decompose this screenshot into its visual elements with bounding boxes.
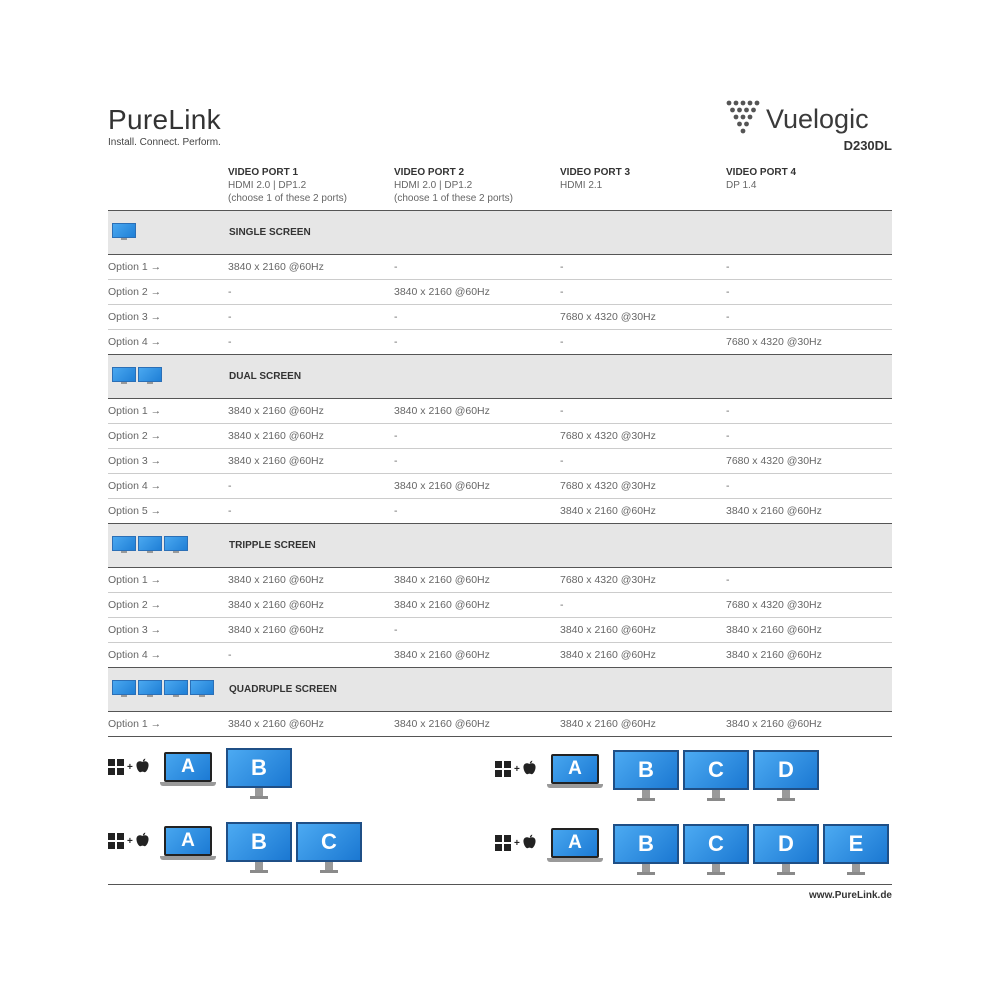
laptop-label: A [166, 828, 210, 854]
resolution-cell: - [394, 311, 398, 323]
resolution-cell: - [726, 311, 730, 323]
monitor-icon [112, 536, 136, 551]
os-icons [108, 832, 149, 850]
resolution-cell: - [394, 261, 398, 273]
table-row [108, 499, 892, 524]
option-label: Option 5 → [108, 505, 162, 517]
option-label: Option 4 → [108, 336, 162, 348]
monitor-icon [138, 367, 162, 382]
monitor-icon [190, 680, 214, 695]
resolution-cell: 3840 x 2160 @60Hz [560, 624, 656, 636]
monitor-display [823, 824, 889, 875]
monitor-icon [138, 680, 162, 695]
section-title: TRIPPLE SCREEN [229, 540, 316, 551]
column-header-port-1: VIDEO PORT 1 HDMI 2.0 | DP1.2 (choose 1 of these 2 ports) [228, 167, 347, 204]
column-header-port-2: VIDEO PORT 2 HDMI 2.0 | DP1.2 (choose 1 of these 2 ports) [394, 167, 513, 204]
laptop-label: A [553, 756, 597, 782]
os-icons [108, 758, 149, 776]
resolution-cell: - [560, 261, 564, 273]
plus-sign: + [127, 835, 133, 847]
tagline: Install. Connect. Perform. [108, 137, 221, 148]
option-label: Option 1 → [108, 261, 162, 273]
monitor-label: B [615, 752, 677, 788]
monitor-label: B [228, 824, 290, 860]
monitor-label: B [228, 750, 290, 786]
option-label: Option 2 → [108, 599, 162, 611]
resolution-cell: 7680 x 4320 @30Hz [560, 574, 656, 586]
table-row [108, 305, 892, 330]
plus-sign: + [127, 761, 133, 773]
resolution-cell: 3840 x 2160 @60Hz [394, 718, 490, 730]
resolution-cell: - [228, 311, 232, 323]
option-label: Option 4 → [108, 649, 162, 661]
resolution-cell: - [228, 336, 232, 348]
resolution-cell: 3840 x 2160 @60Hz [394, 599, 490, 611]
model-number: D230DL [843, 138, 892, 153]
resolution-cell: - [560, 455, 564, 467]
resolution-cell: - [394, 505, 398, 517]
resolution-cell: 3840 x 2160 @60Hz [228, 599, 324, 611]
laptop-label: A [166, 754, 210, 780]
monitor-label: D [755, 752, 817, 788]
resolution-cell: - [228, 505, 232, 517]
monitor-label: C [685, 826, 747, 862]
monitor-icon [112, 680, 136, 695]
apple-icon [136, 832, 149, 850]
vuelogic-logo-text: Vuelogic [766, 104, 869, 134]
resolution-cell: 7680 x 4320 @30Hz [726, 599, 822, 611]
resolution-cell: - [726, 574, 730, 586]
resolution-cell: - [726, 430, 730, 442]
resolution-cell: 3840 x 2160 @60Hz [726, 649, 822, 661]
resolution-cell: 3840 x 2160 @60Hz [228, 261, 324, 273]
resolution-cell: - [726, 261, 730, 273]
os-icons [495, 760, 536, 778]
resolution-cell: - [560, 336, 564, 348]
monitor-icon [112, 223, 136, 238]
resolution-cell: - [394, 430, 398, 442]
windows-icon [108, 833, 124, 849]
table-row [108, 424, 892, 449]
option-label: Option 1 → [108, 718, 162, 730]
monitor-display [226, 748, 292, 799]
option-label: Option 3 → [108, 624, 162, 636]
monitor-display [753, 824, 819, 875]
apple-icon [136, 758, 149, 776]
monitor-label: B [615, 826, 677, 862]
resolution-cell: 3840 x 2160 @60Hz [560, 718, 656, 730]
option-label: Option 3 → [108, 455, 162, 467]
resolution-cell: 3840 x 2160 @60Hz [394, 405, 490, 417]
option-label: Option 1 → [108, 405, 162, 417]
table-row [108, 618, 892, 643]
option-label: Option 4 → [108, 480, 162, 492]
option-label: Option 2 → [108, 430, 162, 442]
resolution-cell: 3840 x 2160 @60Hz [726, 624, 822, 636]
apple-icon [523, 760, 536, 778]
website-url: www.PureLink.de [809, 890, 892, 901]
resolution-cell: - [560, 599, 564, 611]
monitor-display [683, 824, 749, 875]
resolution-cell: 3840 x 2160 @60Hz [228, 405, 324, 417]
table-row [108, 399, 892, 424]
option-label: Option 3 → [108, 311, 162, 323]
monitor-display [683, 750, 749, 801]
table-body [108, 211, 892, 737]
resolution-cell: 7680 x 4320 @30Hz [560, 311, 656, 323]
resolution-cell: 3840 x 2160 @60Hz [228, 430, 324, 442]
resolution-cell: 3840 x 2160 @60Hz [726, 505, 822, 517]
table-row [108, 255, 892, 280]
windows-icon [495, 835, 511, 851]
laptop-source [160, 826, 216, 860]
resolution-cell: 3840 x 2160 @60Hz [394, 480, 490, 492]
resolution-cell: 3840 x 2160 @60Hz [228, 574, 324, 586]
port-resolution-table [108, 162, 892, 737]
monitor-display [226, 822, 292, 873]
table-header [108, 162, 892, 211]
monitor-display [613, 824, 679, 875]
resolution-cell: 3840 x 2160 @60Hz [228, 455, 324, 467]
table-row [108, 330, 892, 355]
table-row [108, 280, 892, 305]
resolution-cell: 3840 x 2160 @60Hz [228, 718, 324, 730]
plus-sign: + [514, 763, 520, 775]
section-title: QUADRUPLE SCREEN [229, 684, 337, 695]
table-row [108, 712, 892, 737]
windows-icon [108, 759, 124, 775]
monitor-display [296, 822, 362, 873]
vuelogic-logo-icon [726, 100, 762, 134]
section-header [108, 524, 892, 568]
section-title: DUAL SCREEN [229, 371, 302, 382]
os-icons [495, 834, 536, 852]
resolution-cell: 3840 x 2160 @60Hz [560, 505, 656, 517]
resolution-cell: 3840 x 2160 @60Hz [394, 649, 490, 661]
resolution-cell: - [394, 455, 398, 467]
resolution-cell: - [394, 624, 398, 636]
resolution-cell: 3840 x 2160 @60Hz [560, 649, 656, 661]
option-label: Option 1 → [108, 574, 162, 586]
monitor-label: C [298, 824, 360, 860]
resolution-cell: - [726, 286, 730, 298]
column-header-port-4: VIDEO PORT 4 DP 1.4 [726, 167, 797, 191]
section-title: SINGLE SCREEN [229, 227, 311, 238]
apple-icon [523, 834, 536, 852]
plus-sign: + [514, 837, 520, 849]
laptop-label: A [553, 830, 597, 856]
monitor-label: D [755, 826, 817, 862]
table-row [108, 449, 892, 474]
monitor-icon [112, 367, 136, 382]
monitor-label: C [685, 752, 747, 788]
section-header [108, 668, 892, 712]
resolution-cell: 3840 x 2160 @60Hz [394, 574, 490, 586]
table-row [108, 593, 892, 618]
monitor-icon [138, 536, 162, 551]
monitor-display [613, 750, 679, 801]
footer-divider [108, 884, 892, 885]
resolution-cell: - [228, 286, 232, 298]
laptop-source [547, 754, 603, 788]
monitor-icon [164, 536, 188, 551]
table-row [108, 568, 892, 593]
monitor-display [753, 750, 819, 801]
section-header [108, 355, 892, 399]
resolution-cell: 7680 x 4320 @30Hz [726, 455, 822, 467]
table-row [108, 643, 892, 668]
resolution-cell: - [726, 405, 730, 417]
section-header [108, 211, 892, 255]
monitor-icon [164, 680, 188, 695]
laptop-source [547, 828, 603, 862]
resolution-cell: 3840 x 2160 @60Hz [228, 624, 324, 636]
column-header-port-3: VIDEO PORT 3 HDMI 2.1 [560, 167, 631, 191]
resolution-cell: 7680 x 4320 @30Hz [726, 336, 822, 348]
windows-icon [495, 761, 511, 777]
purelink-logo: PureLink [108, 104, 221, 135]
option-label: Option 2 → [108, 286, 162, 298]
resolution-cell: 7680 x 4320 @30Hz [560, 430, 656, 442]
table-row [108, 474, 892, 499]
resolution-cell: 7680 x 4320 @30Hz [560, 480, 656, 492]
resolution-cell: - [228, 480, 232, 492]
resolution-cell: 3840 x 2160 @60Hz [726, 718, 822, 730]
laptop-source [160, 752, 216, 786]
resolution-cell: - [394, 336, 398, 348]
resolution-cell: - [560, 286, 564, 298]
resolution-cell: - [726, 480, 730, 492]
resolution-cell: 3840 x 2160 @60Hz [394, 286, 490, 298]
monitor-label: E [825, 826, 887, 862]
resolution-cell: - [228, 649, 232, 661]
resolution-cell: - [560, 405, 564, 417]
